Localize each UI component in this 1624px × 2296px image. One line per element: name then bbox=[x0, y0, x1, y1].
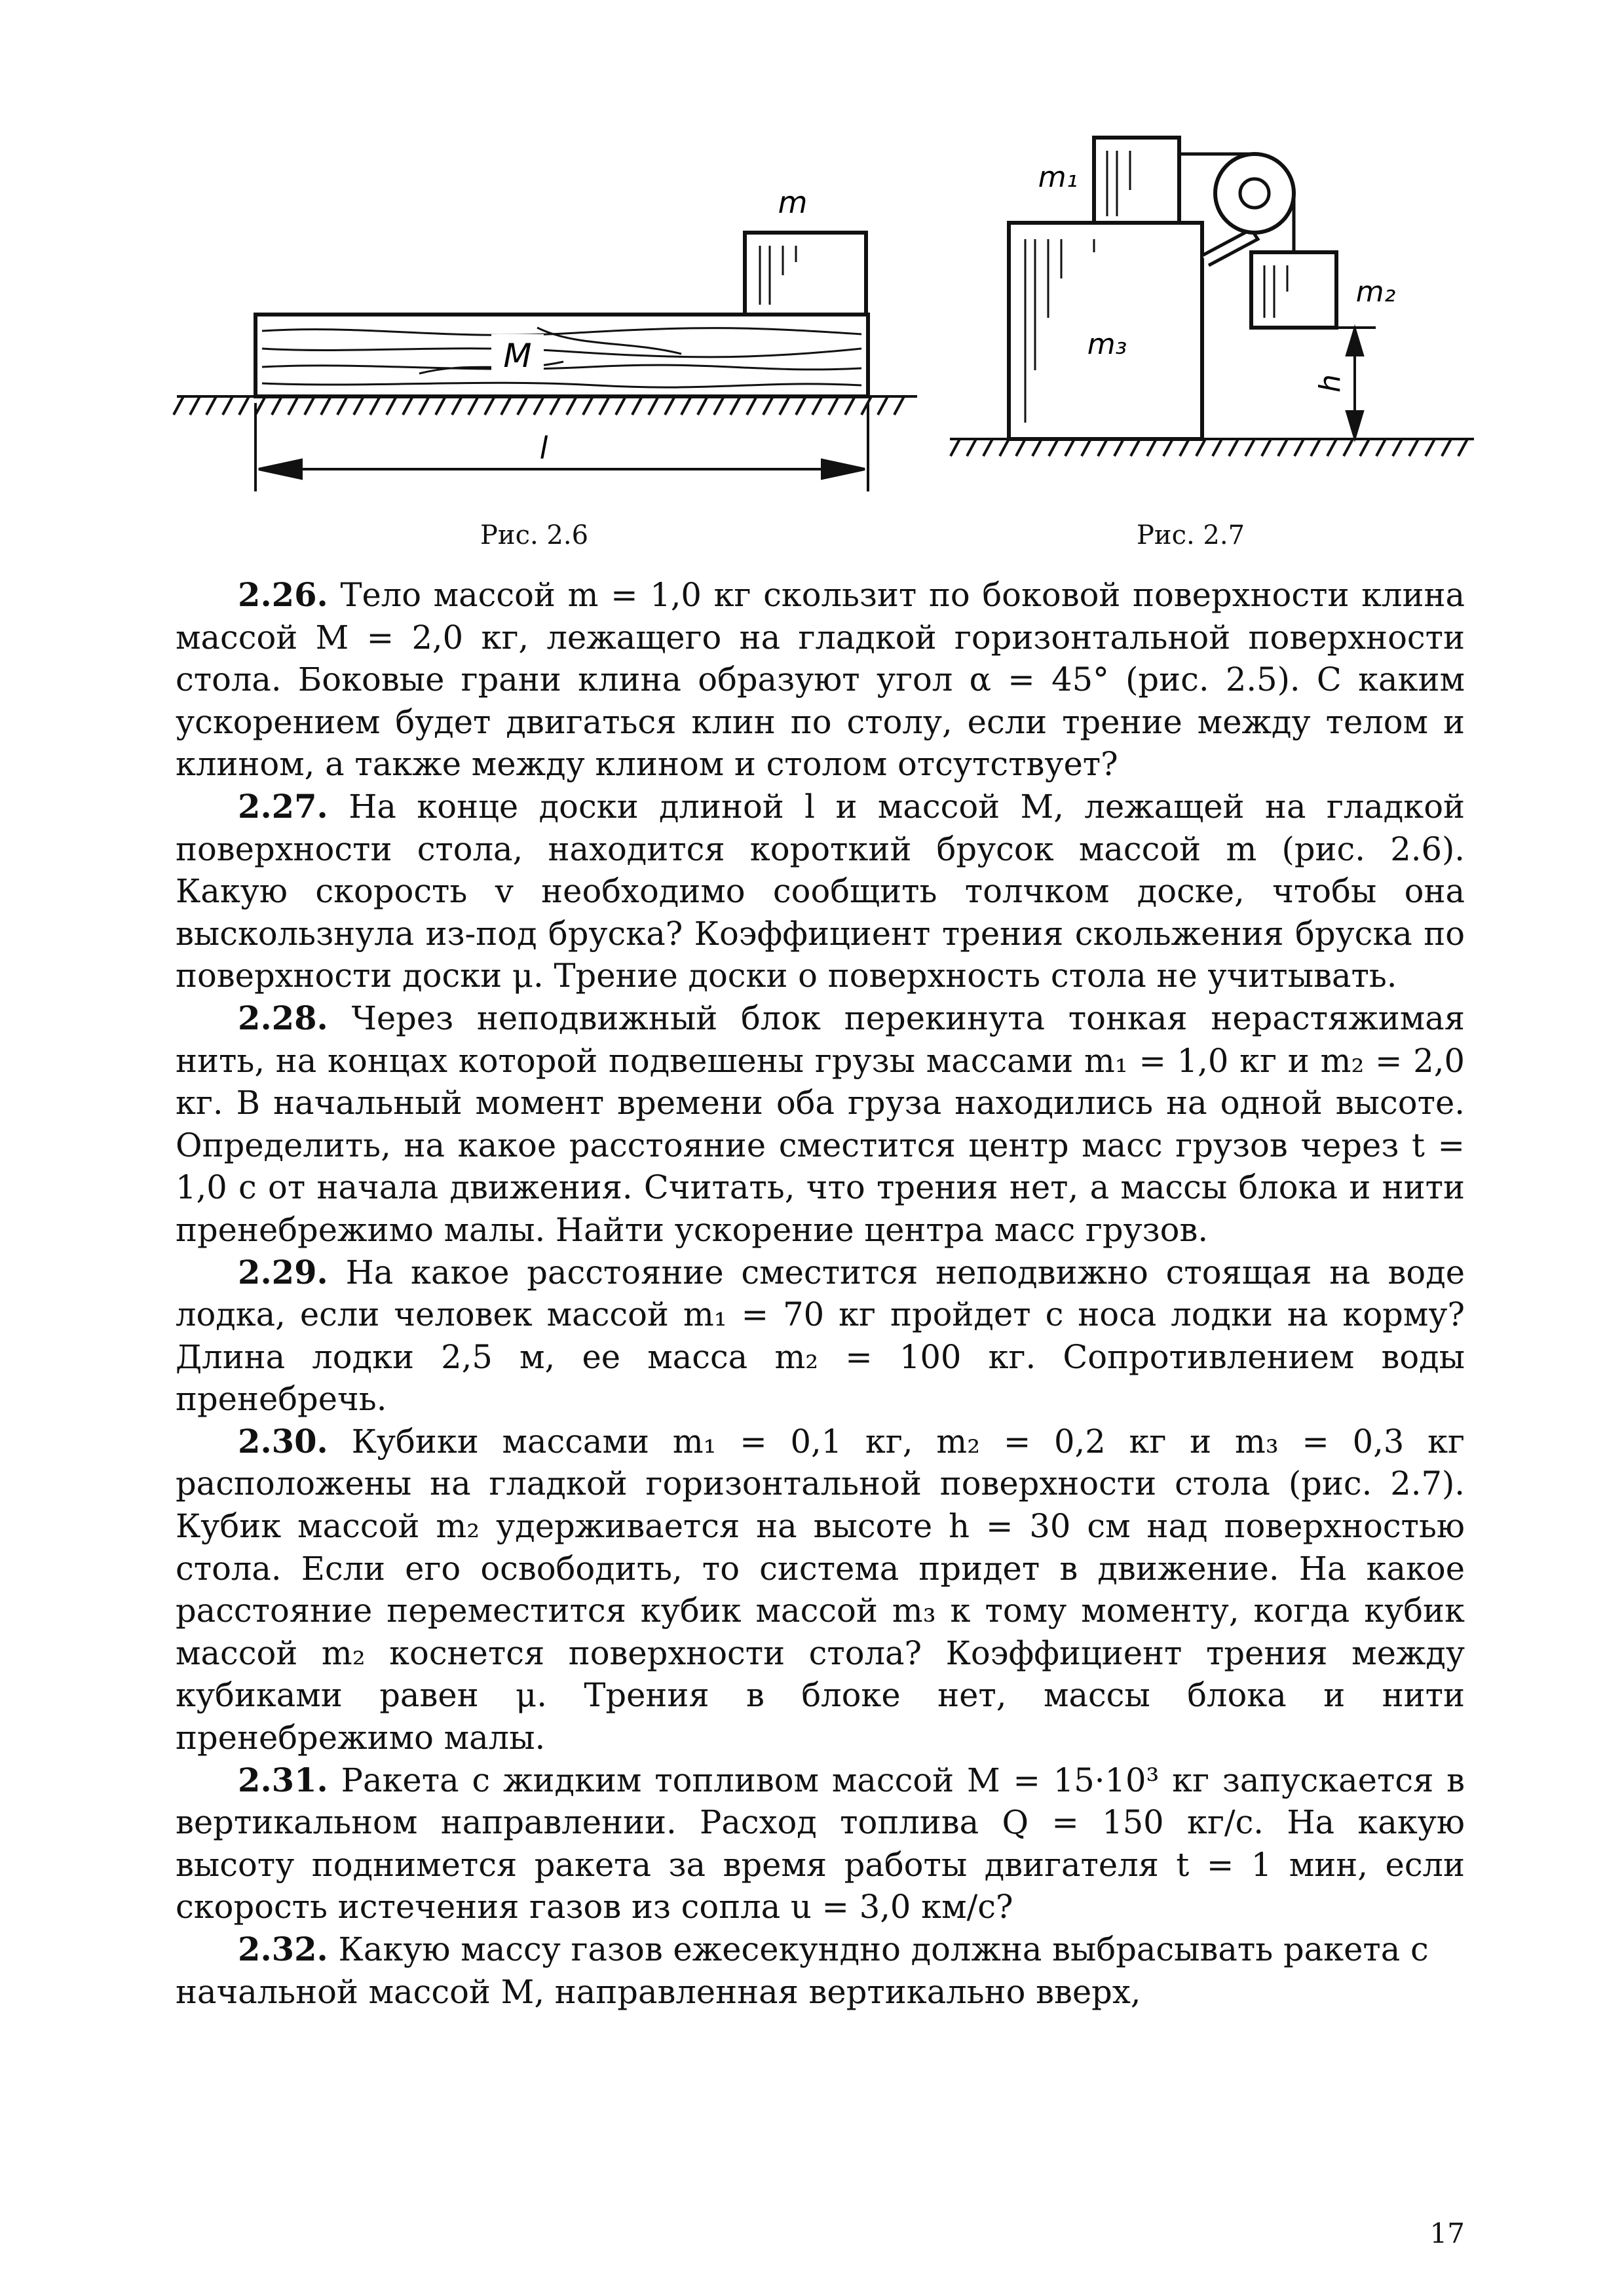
caption-fig-2-6: Рис. 2.6 bbox=[480, 520, 589, 550]
problem-number: 2.27. bbox=[238, 787, 328, 826]
problem-text: Ракета с жидким топливом массой M = 15·10³ кг запускается в вертикальном направлении. Расход топлива Q = 150 кг/с. На какую высоту поднимется ракета за время работы двигателя t = 1 мин, если скорость истечения газов из сопла u = 3,0 км/с? bbox=[176, 1761, 1465, 1926]
label-h: h bbox=[1313, 374, 1347, 392]
problem-text: Кубики массами m₁ = 0,1 кг, m₂ = 0,2 кг и m₃ = 0,3 кг расположены на гладкой горизонтальной поверхности стола (рис. 2.7). Кубик массой m₂ удерживается на высоте h = 30 см над поверхностью стола. Если его освободить, то система придет в движение. На какое расстояние переместится кубик массой m₃ к тому моменту, когда кубик массой m₂ коснется поверхности стола? Коэффициент трения между кубиками равен μ. Трения в блоке нет, массы блока и нити пренебрежимо малы. bbox=[176, 1422, 1465, 1757]
problem-text: Через неподвижный блок перекинута тонкая нерастяжимая нить, на концах которой подвешены грузы массами m₁ = 1,0 кг и m₂ = 2,0 кг. В начальный момент времени оба груза находились на одной высоте. Определить, на какое расстояние сместится центр масс грузов через t = 1,0 с от начала движения. Считать, что трения нет, а массы блока и нити пренебрежимо малы. Найти ускорение центра масс грузов. bbox=[176, 999, 1465, 1249]
floor-hatch bbox=[174, 396, 917, 415]
block-m2 bbox=[1251, 252, 1336, 328]
problem-2-29 bbox=[176, 1252, 1465, 1421]
problem-2-31 bbox=[176, 1759, 1465, 1928]
problem-2-32 bbox=[176, 1928, 1465, 2013]
problem-text: На конце доски длиной l и массой M, лежащей на гладкой поверхности стола, находится короткий брусок массой m (рис. 2.6). Какую скорость v необходимо сообщить толчком доске, чтобы она выскользнула из-под бруска? Коэффициент трения скольжения бруска по поверхности доски μ. Трение доски о поверхность стола не учитывать. bbox=[176, 787, 1465, 995]
problem-2-26 bbox=[176, 574, 1465, 786]
block-m1 bbox=[1094, 138, 1179, 223]
figure-2-6 bbox=[170, 177, 924, 518]
problem-number: 2.28. bbox=[238, 999, 328, 1037]
problem-text: На какое расстояние сместится неподвижно стоящая на воде лодка, если человек массой m₁ = 70 кг пройдет с носа лодки на корму? Длина лодки 2,5 м, ее масса m₂ = 100 кг. Сопротивлением воды пренебречь. bbox=[176, 1253, 1465, 1419]
problem-number: 2.32. bbox=[238, 1930, 328, 1968]
label-m: m bbox=[778, 185, 808, 220]
problem-text: Тело массой m = 1,0 кг скользит по боковой поверхности клина массой M = 2,0 кг, лежащего на гладкой горизонтальной поверхности стола. Боковые грани клина образуют угол α = 45° (рис. 2.5). С каким ускорением будет двигаться клин по столу, если трение между телом и клином, а также между клином и столом отсутствует? bbox=[176, 576, 1465, 784]
label-l: l bbox=[539, 430, 548, 466]
label-m1: m₁ bbox=[1038, 161, 1078, 194]
problem-number: 2.29. bbox=[238, 1253, 328, 1292]
board-M bbox=[255, 315, 868, 396]
problem-2-30 bbox=[176, 1421, 1465, 1759]
problem-text: Какую массу газов ежесекундно должна выбрасывать ракета с начальной массой M, направленная вертикально вверх, bbox=[176, 1930, 1429, 2011]
page-number: 17 bbox=[1429, 2217, 1465, 2249]
problem-number: 2.30. bbox=[238, 1422, 328, 1461]
floor-hatch bbox=[950, 439, 1474, 456]
block-m bbox=[745, 233, 866, 315]
label-m2: m₂ bbox=[1355, 275, 1396, 309]
problem-number: 2.26. bbox=[238, 576, 328, 614]
problems-text bbox=[176, 574, 1465, 2013]
problem-2-28 bbox=[176, 997, 1465, 1252]
problem-number: 2.31. bbox=[238, 1761, 328, 1799]
dimension-l bbox=[255, 403, 868, 491]
problem-2-27 bbox=[176, 786, 1465, 997]
caption-fig-2-7: Рис. 2.7 bbox=[1137, 520, 1245, 550]
label-M: M bbox=[503, 337, 532, 375]
label-m3: m₃ bbox=[1087, 328, 1127, 361]
figure-2-7 bbox=[943, 124, 1481, 491]
